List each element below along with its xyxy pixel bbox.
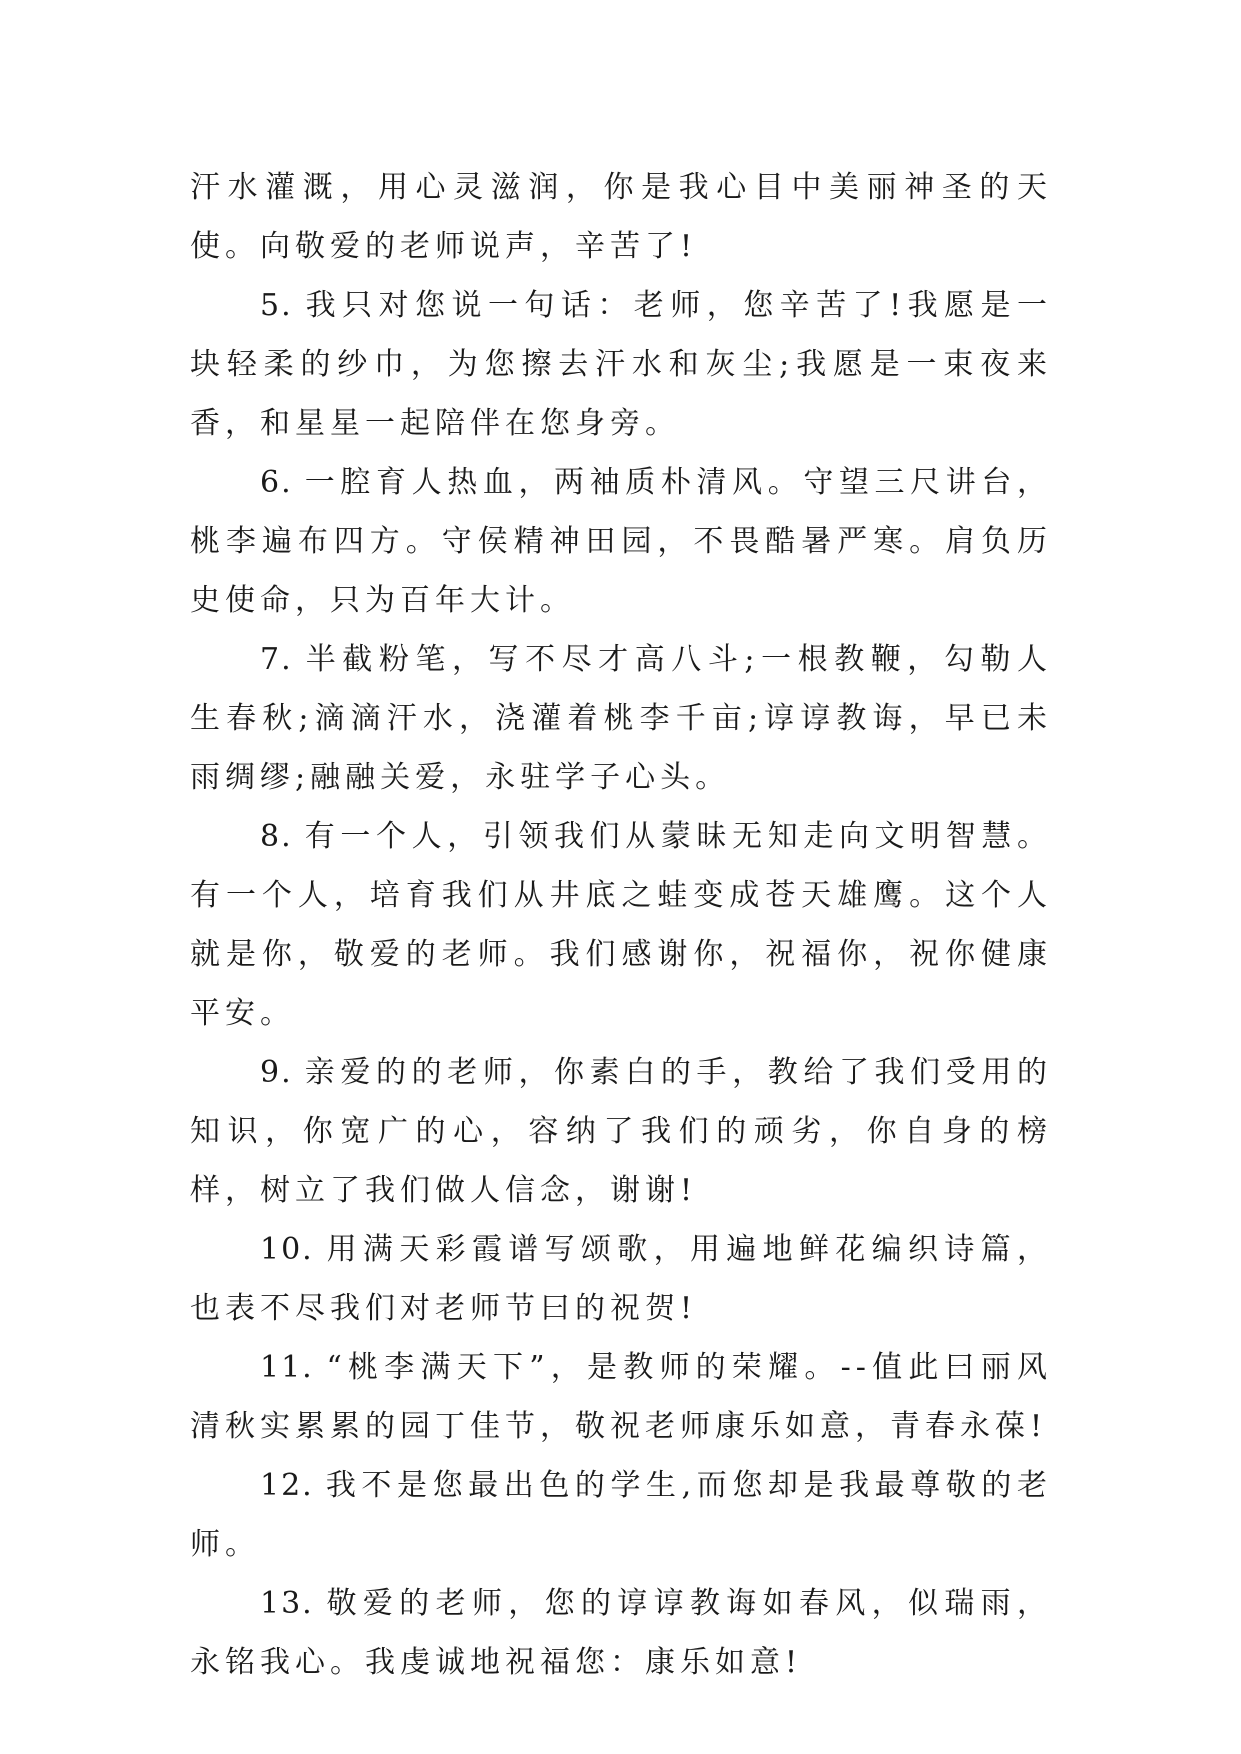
paragraph-number: 13. xyxy=(260,1586,327,1621)
paragraph-text: “桃李满天下”，是教师的荣耀。--值此曰丽风清秋实累累的园丁佳节，敬祝老师康乐如意，青春永葆! xyxy=(190,1350,1052,1444)
paragraph-number: 10. xyxy=(260,1232,327,1267)
paragraph-text: 汗水灌溉，用心灵滋润，你是我心目中美丽神圣的天使。向敬爱的老师说声，辛苦了! xyxy=(190,170,1052,264)
paragraph-number: 11. xyxy=(260,1350,327,1385)
paragraph-7 xyxy=(190,630,1052,807)
paragraph-number: 9. xyxy=(260,1055,305,1090)
paragraph-text: 用满天彩霞谱写颂歌，用遍地鲜花编织诗篇，也表不尽我们对老师节曰的祝贺! xyxy=(190,1232,1053,1326)
paragraph-9 xyxy=(190,1043,1052,1220)
paragraph-13 xyxy=(190,1574,1052,1692)
paragraph-number: 7. xyxy=(260,642,306,677)
paragraph-text: 我只对您说一句话：老师，您辛苦了!我愿是一块轻柔的纱巾，为您擦去汗水和灰尘;我愿是一束夜来香，和星星一起陪伴在您身旁。 xyxy=(190,288,1052,441)
paragraph-text: 亲爱的的老师，你素白的手，教给了我们受用的知识，你宽广的心，容纳了我们的顽劣，你自身的榜样，树立了我们做人信念，谢谢! xyxy=(190,1055,1052,1208)
paragraph-number: 5. xyxy=(260,288,306,323)
paragraph-10 xyxy=(190,1220,1052,1338)
paragraph-text: 敬爱的老师，您的谆谆教诲如春风，似瑞雨，永铭我心。我虔诚地祝福您：康乐如意! xyxy=(190,1586,1053,1680)
paragraph-text: 半截粉笔，写不尽才高八斗;一根教鞭，勾勒人生春秋;滴滴汗水，浇灌着桃李千亩;谆谆教诲，早已未雨绸缪;融融关爱，永驻学子心头。 xyxy=(190,642,1052,795)
paragraph-12 xyxy=(190,1456,1052,1574)
paragraph-text: 一腔育人热血，两袖质朴清风。守望三尺讲台，桃李遍布四方。守侯精神田园，不畏酷暑严寒。肩负历史使命，只为百年大计。 xyxy=(190,465,1052,618)
paragraph-number: 12. xyxy=(260,1468,326,1503)
document-body xyxy=(190,158,1052,1692)
paragraph-number: 8. xyxy=(260,819,305,854)
paragraph-8 xyxy=(190,807,1052,1043)
paragraph-text: 有一个人，引领我们从蒙昧无知走向文明智慧。有一个人，培育我们从井底之蛙变成苍天雄鹰。这个人就是你，敬爱的老师。我们感谢你，祝福你，祝你健康平安。 xyxy=(190,819,1052,1031)
paragraph-11 xyxy=(190,1338,1052,1456)
paragraph-text: 我不是您最出色的学生,而您却是我最尊敬的老师。 xyxy=(190,1468,1052,1562)
paragraph-continuation xyxy=(190,158,1052,276)
paragraph-5 xyxy=(190,276,1052,453)
paragraph-number: 6. xyxy=(260,465,305,500)
paragraph-6 xyxy=(190,453,1052,630)
